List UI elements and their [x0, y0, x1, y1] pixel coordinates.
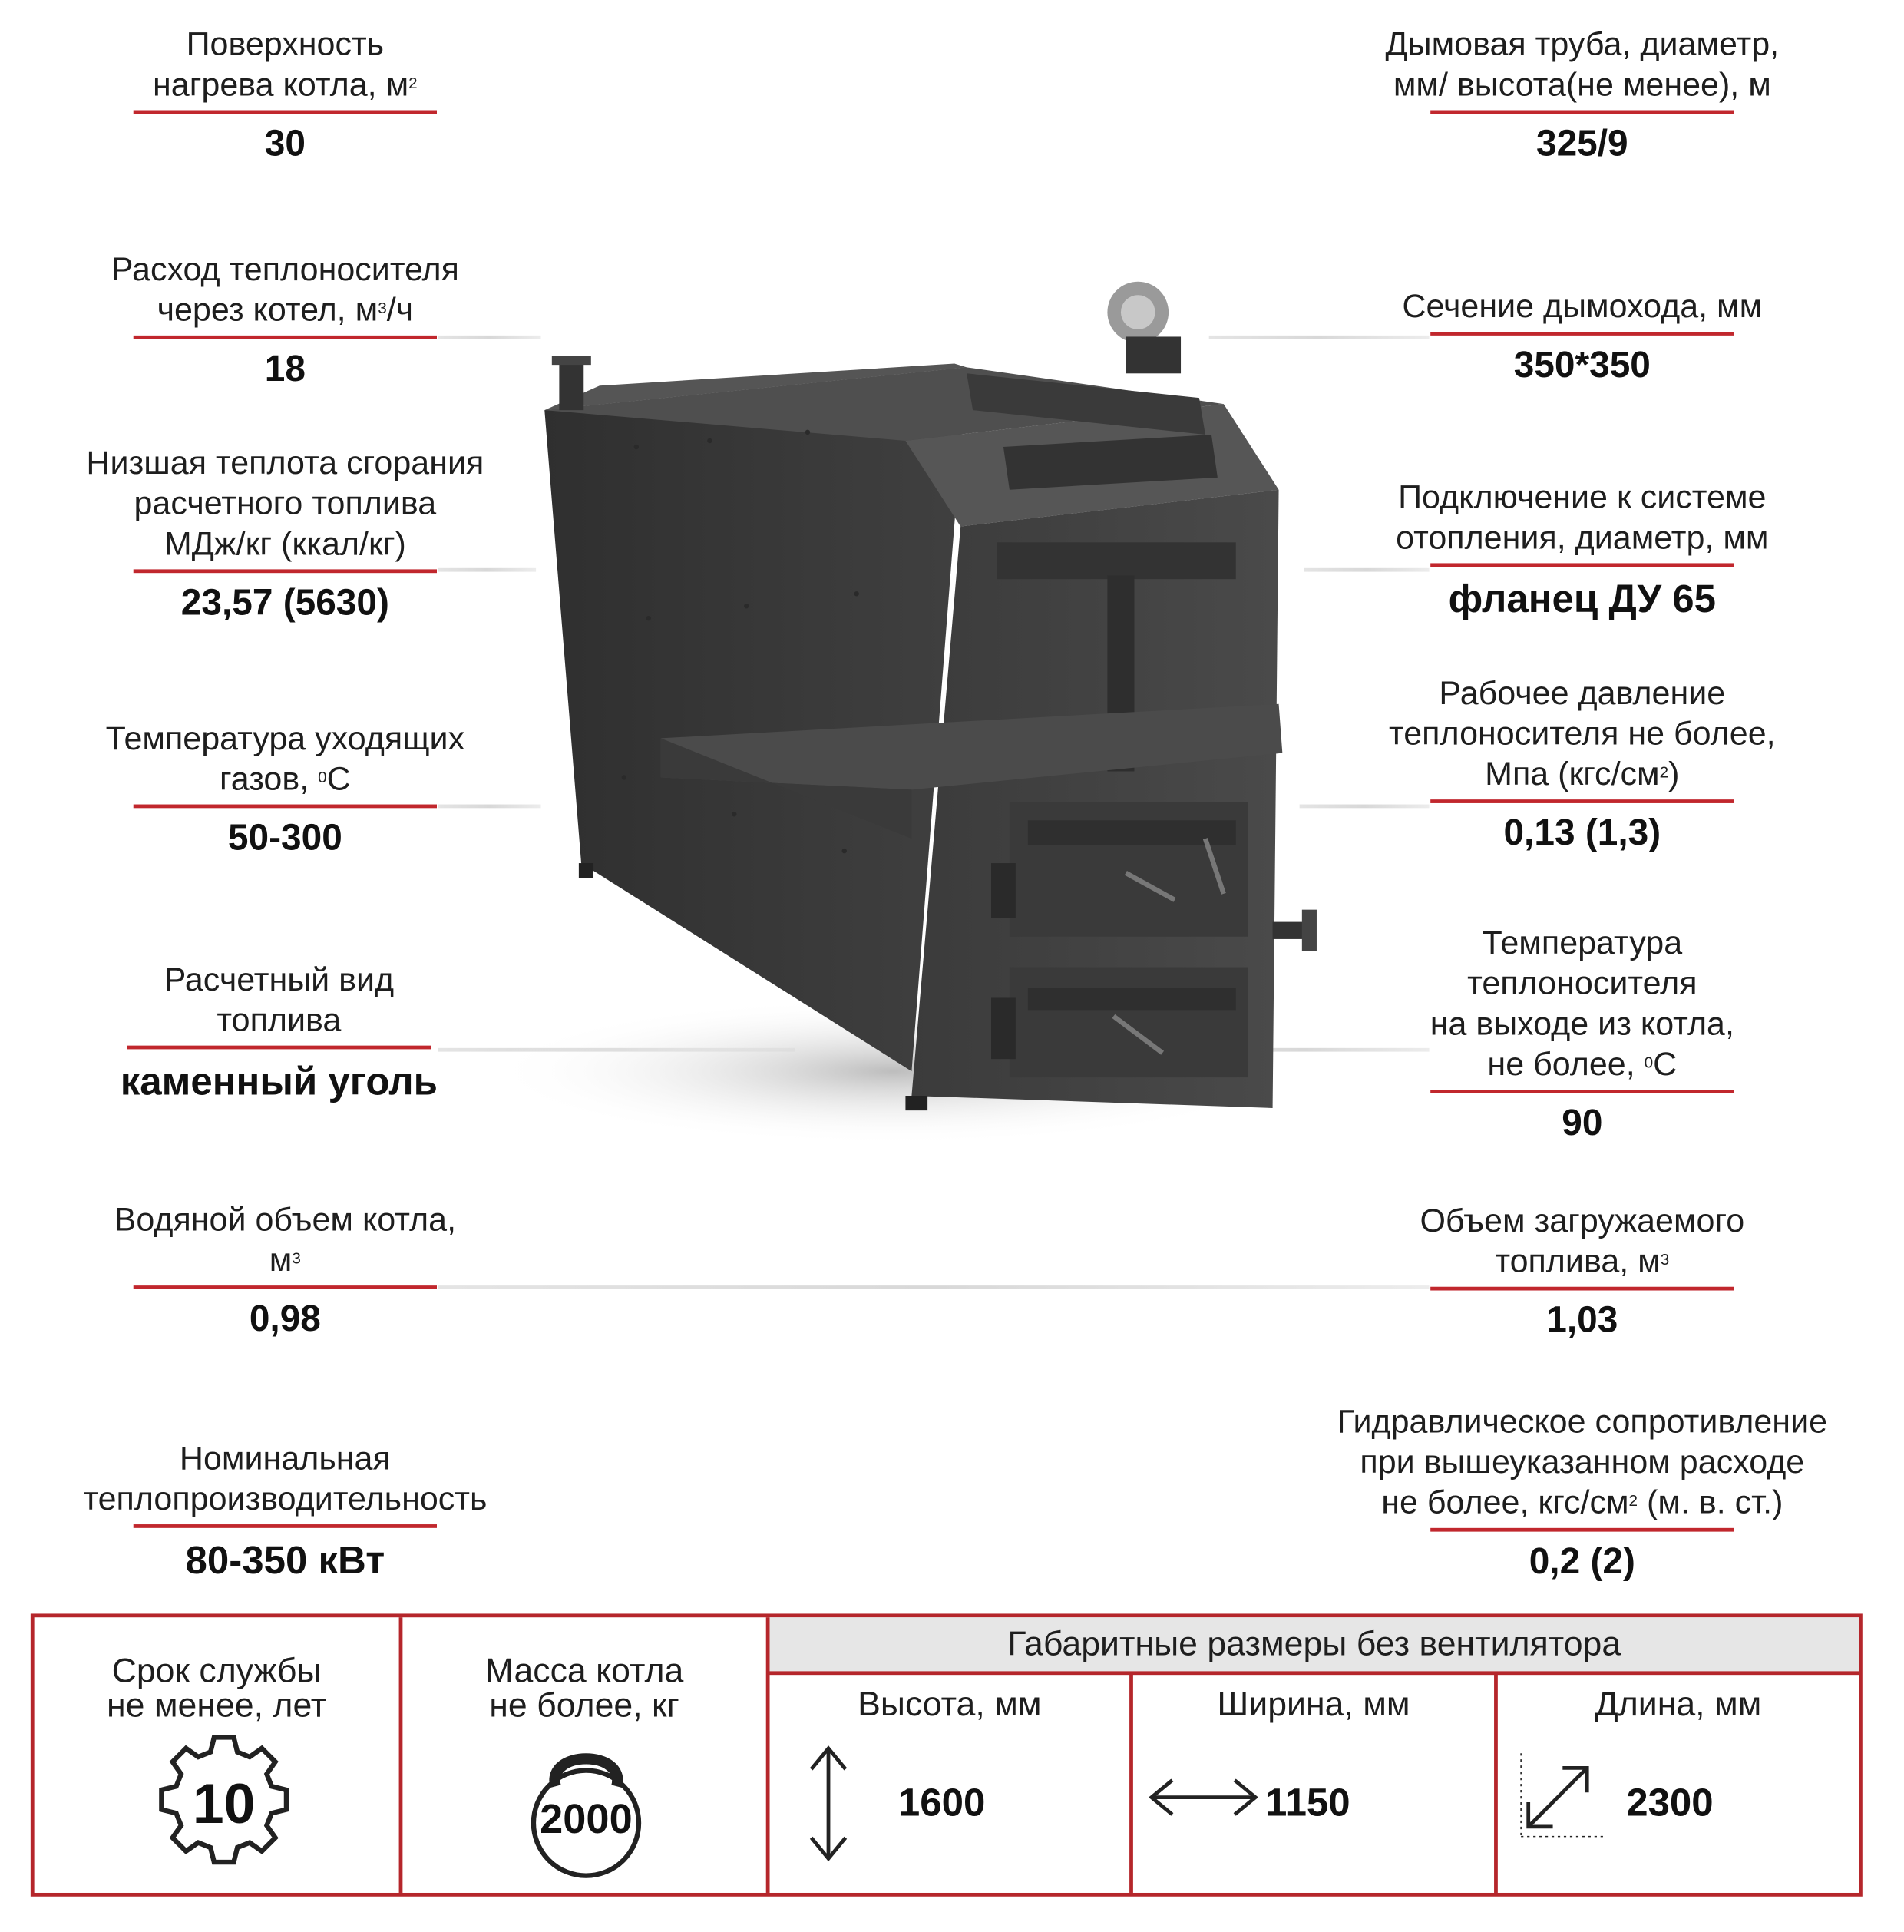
spec-chimney	[1380, 25, 1784, 165]
diagonal-arrow-icon	[1516, 1748, 1608, 1841]
spec-value: 90	[1562, 1103, 1603, 1144]
spec-value: 325/9	[1535, 124, 1628, 164]
boiler-illustration	[490, 263, 1347, 1145]
spec-label: Температура теплоносителя на выходе из котла, не более, $^0$С	[1430, 924, 1734, 1083]
summary-table	[31, 1613, 1863, 1896]
horizontal-arrow-icon	[1145, 1773, 1261, 1822]
spec-value: 80-350 кВт	[185, 1537, 385, 1582]
mass-value: 2000	[540, 1796, 633, 1843]
spec-fuel-type	[77, 960, 481, 1104]
spec-flue-section	[1380, 286, 1784, 387]
mass-cell	[402, 1617, 765, 1893]
spec-label: Расчетный вид топлива	[164, 961, 395, 1039]
vertical-arrow-icon	[804, 1742, 853, 1864]
spec-label: Объем загружаемого топлива, $м^3$	[1420, 1202, 1745, 1280]
spec-label: Температура уходящих газов, $^0$С	[105, 720, 465, 797]
width-value: 1150	[1265, 1780, 1350, 1824]
spec-value: 350*350	[1513, 345, 1651, 386]
length-label: Длина, мм	[1595, 1684, 1762, 1723]
spec-label: Дымовая труба, диаметр, мм/ высота(не менее), м	[1385, 25, 1780, 103]
red-underline	[1430, 332, 1734, 336]
spec-value: 50-300	[227, 818, 342, 858]
red-underline	[1430, 1528, 1734, 1532]
spec-value: 0,2 (2)	[1529, 1541, 1635, 1582]
red-underline	[134, 110, 437, 114]
red-underline	[134, 1524, 437, 1528]
height-label: Высота, мм	[858, 1684, 1042, 1723]
spec-label: Водяной объем котла, $м^3$	[114, 1201, 457, 1279]
spec-fuel-load-volume	[1380, 1201, 1784, 1341]
dimensions-header: Габаритные размеры без вентилятора	[1007, 1624, 1621, 1663]
width-cell	[1133, 1675, 1494, 1893]
spec-value: 0,13 (1,3)	[1503, 812, 1661, 854]
red-underline	[1430, 1287, 1734, 1291]
length-cell	[1498, 1675, 1859, 1893]
service-life-cell	[35, 1617, 399, 1893]
spec-value: каменный уголь	[120, 1059, 438, 1103]
leader-line	[438, 1285, 1430, 1289]
red-underline	[134, 336, 437, 339]
spec-coolant-flow	[83, 250, 487, 390]
width-label: Ширина, мм	[1217, 1684, 1410, 1723]
spec-label: Номинальная теплопроизводительность	[83, 1440, 488, 1517]
spec-outlet-temp	[1380, 923, 1784, 1145]
red-underline	[134, 569, 437, 573]
spec-value: 0,98	[249, 1298, 321, 1340]
spec-label: Рабочее давление теплоносителя не более, Мпа $(кгс/см^2)$	[1389, 674, 1776, 792]
spec-label: Расход теплоносителя через котел, $м^3/ч$	[111, 250, 459, 329]
spec-value: 23,57 (5630)	[180, 582, 389, 624]
spec-nominal-output	[83, 1438, 487, 1583]
red-underline	[134, 1285, 437, 1289]
spec-working-pressure	[1380, 673, 1784, 855]
height-cell	[770, 1675, 1130, 1893]
length-value: 2300	[1626, 1780, 1714, 1824]
red-underline	[1430, 110, 1734, 114]
spec-heating-connection	[1380, 478, 1784, 622]
spec-label: Поверхность нагрева котла, $м^2$	[153, 25, 418, 103]
spec-heating-surface	[83, 25, 487, 165]
service-life-label: Срок службы не менее, лет	[106, 1651, 327, 1724]
spec-value: 30	[264, 124, 306, 164]
red-underline	[1430, 799, 1734, 803]
spec-label: Подключение к системе отопления, диаметр, мм	[1396, 478, 1769, 556]
red-underline	[127, 1046, 431, 1050]
mass-label: Масса котла не более, кг	[484, 1651, 684, 1724]
spec-calorific-value	[83, 443, 487, 624]
height-value: 1600	[897, 1780, 986, 1824]
red-underline	[1430, 563, 1734, 567]
red-underline	[1430, 1090, 1734, 1093]
spec-label: Низшая теплота сгорания расчетного топлива МДж/кг (ккал/кг)	[86, 444, 484, 562]
spec-value: фланец ДУ 65	[1448, 576, 1717, 621]
spec-value: 18	[264, 349, 306, 390]
spec-hydraulic-resistance	[1301, 1402, 1863, 1583]
spec-flue-gas-temp	[83, 719, 487, 859]
spec-label: Сечение дымохода, мм	[1402, 287, 1763, 325]
red-underline	[134, 805, 437, 809]
spec-value: 1,03	[1546, 1300, 1618, 1341]
spec-water-volume	[83, 1200, 487, 1341]
service-life-value: 10	[192, 1772, 256, 1836]
spec-label: Гидравлическое сопротивление при вышеуказанном расходе не более, кгс/$см^2$ (м. в. ст.)	[1337, 1403, 1828, 1521]
